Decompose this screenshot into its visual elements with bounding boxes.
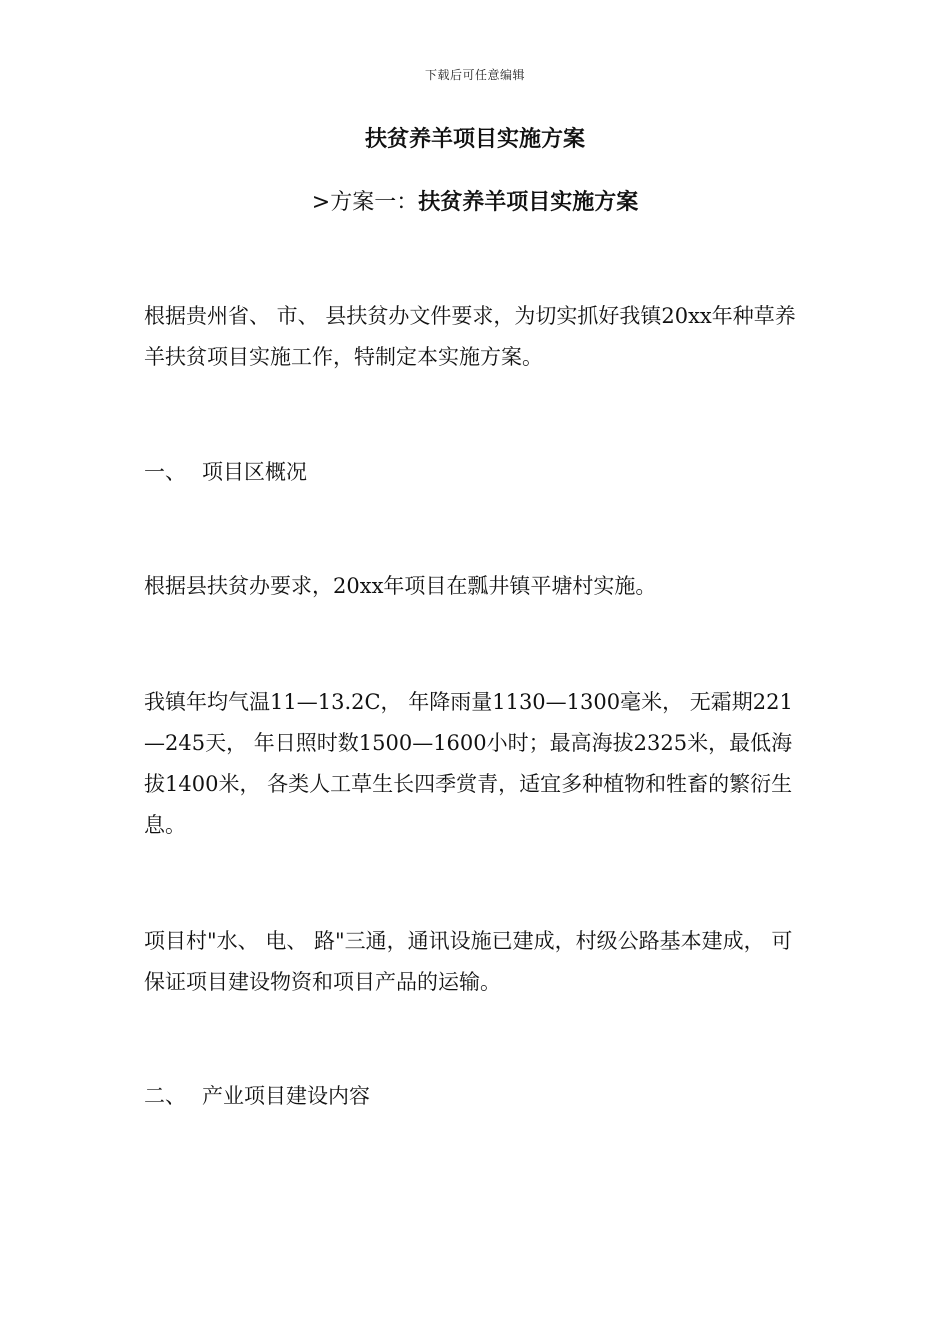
paragraph-location: 根据县扶贫办要求，20xx年项目在瓢井镇平塘村实施。 [144, 574, 657, 598]
section-label: 产业项目建设内容 [202, 1084, 370, 1108]
paragraph-intro: 根据贵州省、 市、 县扶贫办文件要求，为切实抓好我镇20xx年种草养羊扶贫项目实施工作，特制定本实施方案。 [144, 304, 796, 369]
section-heading-1 [144, 452, 806, 493]
section-number: 二、 [144, 1084, 186, 1108]
paragraph-infrastructure: 项目村"水、 电、 路"三通，通讯设施已建成，村级公路基本建成， 可保证项目建设物资和项目产品的运输。 [144, 929, 793, 994]
section-heading-2 [144, 1076, 806, 1117]
section-label: 项目区概况 [202, 460, 307, 484]
section-number: 一、 [144, 460, 186, 484]
subtitle-prefix: >方案一： [311, 190, 419, 215]
paragraph-climate: 我镇年均气温11—13.2C， 年降雨量1130—1300毫米， 无霜期221—245天， 年日照时数1500—1600小时；最高海拔2325米，最低海拔1400米， 各类人工草生长四季赏青，适宜多种植物和牲畜的繁衍生息。 [144, 690, 793, 837]
document-subtitle [0, 185, 950, 216]
subtitle-main: 扶贫养羊项目实施方案 [418, 190, 639, 215]
document-title: 扶贫养羊项目实施方案 [364, 127, 585, 152]
header-note: 下载后可任意编辑 [424, 68, 525, 82]
